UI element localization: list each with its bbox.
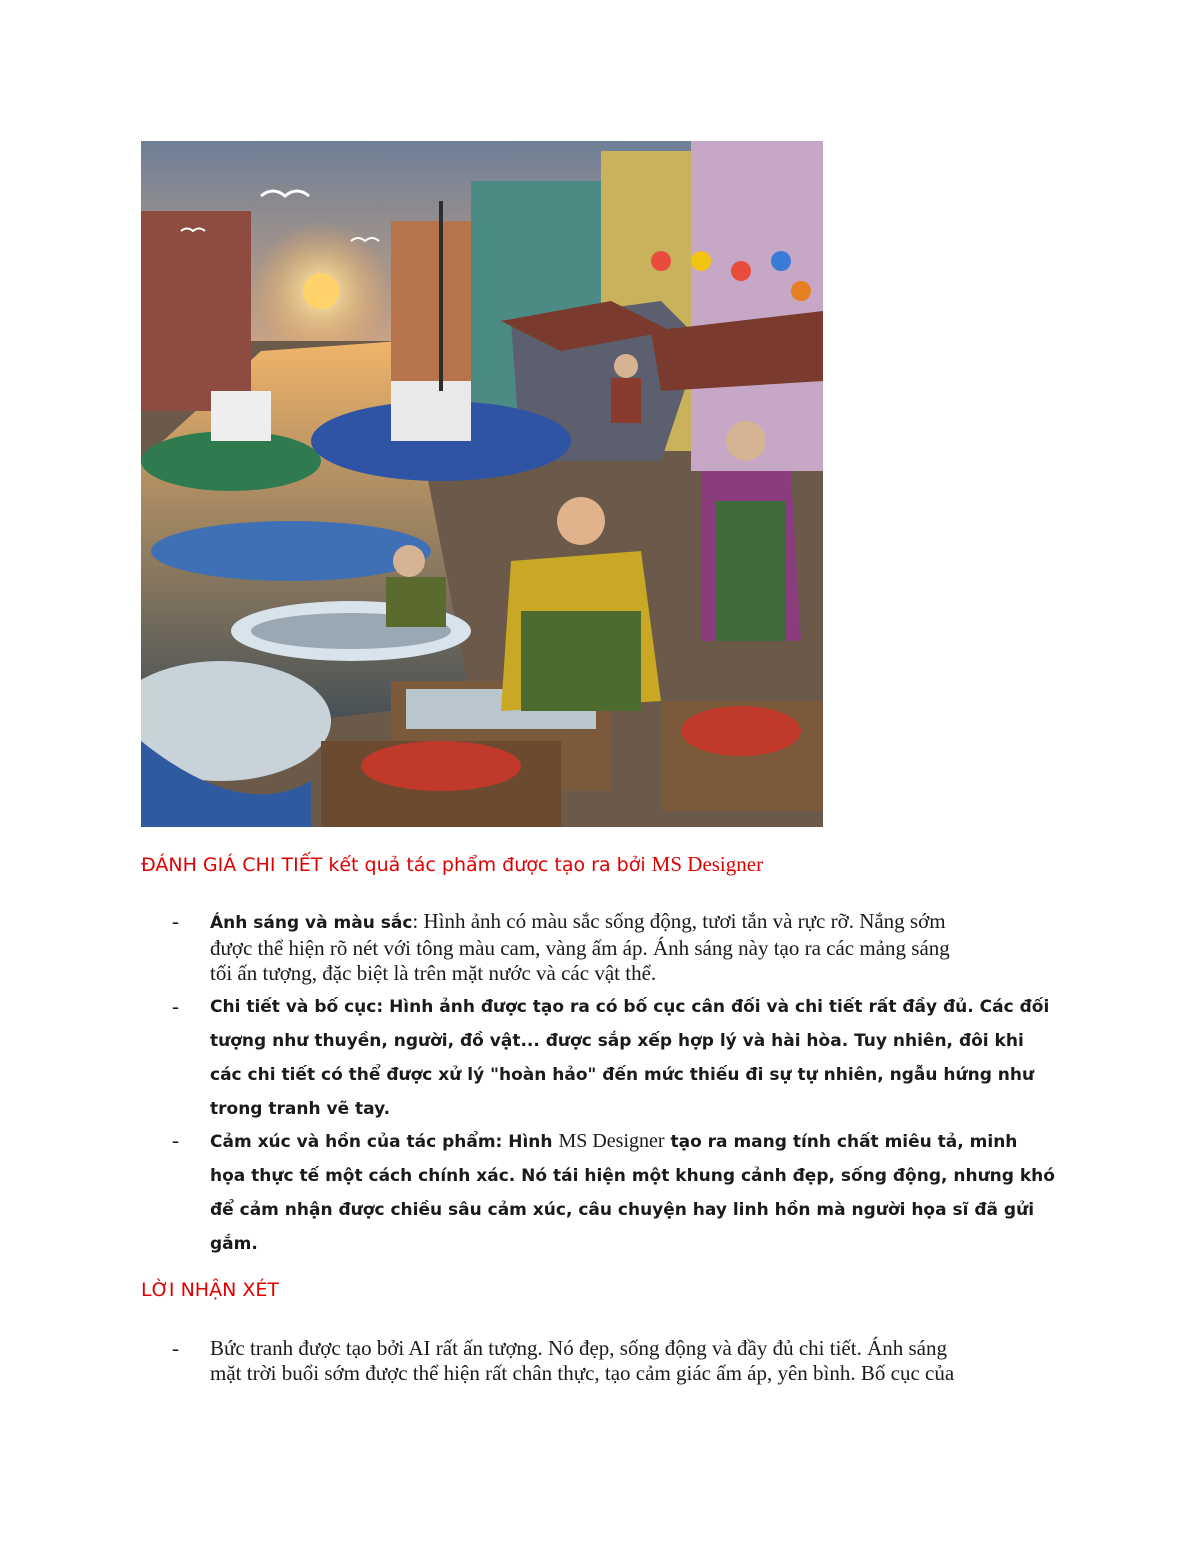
list-bullet: - bbox=[172, 994, 179, 1018]
list-item-text: Ánh sáng và màu sắc: Hình ảnh có màu sắc sống động, tươi tắn và rực rỡ. Nắng sớm được thể hiện rõ nét với tông màu cam, vàng ấm áp. Ánh sáng này tạo ra các mảng sáng tối ấn tượng, đặc biệt là trên mặt nước và các vật thể. bbox=[210, 909, 950, 985]
list-bullet: - bbox=[172, 909, 179, 933]
section-heading-comments: LỜI NHẬN XÉT bbox=[141, 1279, 279, 1301]
list-bullet: - bbox=[172, 1336, 179, 1360]
section-heading-evaluation bbox=[141, 852, 763, 877]
list-item-text: Chi tiết và bố cục: Hình ảnh được tạo ra có bố cục cân đối và chi tiết rất đầy đủ. Các đối tượng như thuyền, người, đồ vật... được sắp xếp hợp lý và hài hòa. Tuy nhiên, đôi khi các chi tiết có thể được xử lý "hoàn hảo" đến mức thiếu đi sự tự nhiên, ngẫu hứng như trong tranh vẽ tay. bbox=[210, 997, 1050, 1119]
fishing-harbor-illustration bbox=[141, 141, 823, 827]
heading-serif-part: MS Designer bbox=[651, 852, 764, 876]
item-label: Ánh sáng và màu sắc bbox=[210, 913, 413, 933]
list-item-text: Cảm xúc và hồn của tác phẩm: Hình MS Designer tạo ra mang tính chất miêu tả, minh họa thực tế một cách chính xác. Nó tái hiện một khung cảnh đẹp, sống động, nhưng khó để cảm nhận được chiều sâu cảm xúc, câu chuyện hay linh hồn mà người họa sĩ đã gửi gắm. bbox=[210, 1130, 1055, 1254]
heading-sans-part: ĐÁNH GIÁ CHI TIẾT kết quả tác phẩm được tạo ra bởi bbox=[141, 854, 646, 876]
list-item-text: Bức tranh được tạo bởi AI rất ấn tượng. Nó đẹp, sống động và đầy đủ chi tiết. Ánh sáng mặt trời buổi sớm được thể hiện rất chân thực, tạo cảm giác ấm áp, yên bình. Bố cục của bbox=[210, 1336, 955, 1385]
list-bullet: - bbox=[172, 1128, 179, 1152]
